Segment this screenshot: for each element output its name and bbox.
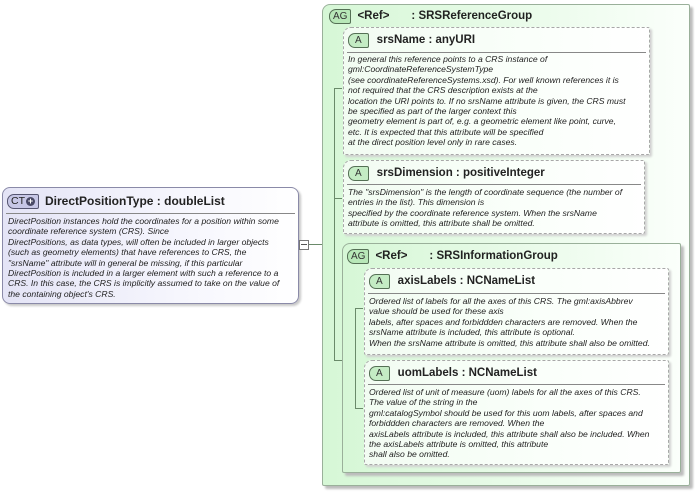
- ref-label: <Ref>: [357, 10, 390, 22]
- complex-type-title: DirectPositionType : doubleList: [45, 194, 225, 208]
- divider: [368, 293, 665, 294]
- divider: [368, 384, 665, 385]
- complex-type-doc: DirectPosition instances hold the coordinates for a position within some coordinate reference system (CRS). Since DirectPositions, as data types, will often be included in larger objects (such as geometry elements) that have references to CRS, the "srsName" attribute will in general be missing, if this particular DirectPosition is included in a larger element with such a reference to a CRS. In this case, the CRS is implicitly assumed to take on the value of the containing object's CRS.: [8, 216, 280, 299]
- attribute-doc: The "srsDimension" is the length of coordinate sequence (the number of entries in the list). This dimension is specified by the coordinate reference system. When the srsName attribute is omitted, this attribute shall be omitted.: [348, 187, 623, 229]
- tree-branch: [334, 198, 342, 199]
- complex-type-header: [7, 192, 225, 210]
- attribute-header: [348, 32, 475, 48]
- attribute-title: srsDimension : positiveInteger: [376, 167, 545, 179]
- minus-icon[interactable]: [299, 240, 309, 250]
- attribute-header: [369, 273, 535, 289]
- attribute-axislabels[interactable]: [364, 268, 669, 355]
- tree-line: [355, 308, 356, 408]
- attribute-header: [369, 365, 537, 381]
- divider: [347, 52, 646, 53]
- attribute-srsdimension[interactable]: [343, 160, 645, 234]
- tree-branch: [355, 308, 363, 309]
- a-badge: A: [348, 33, 369, 48]
- ct-badge-label: CT: [11, 195, 25, 207]
- ag-badge: AG: [329, 9, 351, 24]
- complex-type-box[interactable]: [2, 187, 299, 304]
- attribute-title: srsName : anyURI: [376, 34, 476, 46]
- divider: [347, 184, 641, 185]
- attribute-group-header: [329, 8, 532, 24]
- attribute-title: uomLabels : NCNameList: [397, 367, 537, 379]
- attribute-group-name: : SRSInformationGroup: [429, 250, 558, 262]
- ct-badge: [7, 194, 39, 209]
- a-badge: A: [369, 274, 390, 289]
- attribute-uomlabels[interactable]: [364, 360, 669, 465]
- attribute-srsname[interactable]: [343, 27, 650, 155]
- attribute-group-header: [347, 248, 558, 264]
- plus-circle-icon: +: [27, 195, 34, 206]
- attribute-title: axisLabels : NCNameList: [397, 275, 536, 287]
- tree-branch: [355, 408, 363, 409]
- a-badge: A: [369, 366, 390, 381]
- divider: [6, 213, 295, 214]
- tree-line: [334, 88, 335, 360]
- ref-label: <Ref>: [375, 250, 408, 262]
- tree-branch: [334, 88, 342, 89]
- attribute-group-name: : SRSReferenceGroup: [411, 10, 533, 22]
- tree-branch: [334, 360, 342, 361]
- attribute-doc: In general this reference points to a CRS instance of gml:CoordinateReferenceSystemType (see coordinateReferenceSystems.xsd). For well known references it is not required that the CRS description exists at the location the URI points to. If no srsName attribute is given, the CRS must be specified as part of the larger context this geometry element is part of, e.g. a geometric element like point, curve, etc. It is expected that this attribute will be specified at the direct position level only in rare cases.: [348, 54, 626, 148]
- attribute-doc: Ordered list of labels for all the axes of this CRS. The gml:axisAbbrev value should be used for these axis labels, after spaces and forbiddden characters are removed. When the srsName attribute is included, this attribute is optional. When the srsName attribute is omitted, this attribute shall also be omitted.: [369, 296, 650, 348]
- ag-badge: AG: [347, 249, 369, 264]
- attribute-header: [348, 165, 545, 181]
- a-badge: A: [348, 166, 369, 181]
- attribute-doc: Ordered list of unit of measure (uom) labels for all the axes of this CRS. The value of the string in the gml:catalogSymbol should be used for this uom labels, after spaces and forbiddden characters are removed. When the axisLabels attribute is included, this attribute shall also be included. When the axisLabels attribute is omitted, this attribute shall also be omitted.: [369, 387, 650, 460]
